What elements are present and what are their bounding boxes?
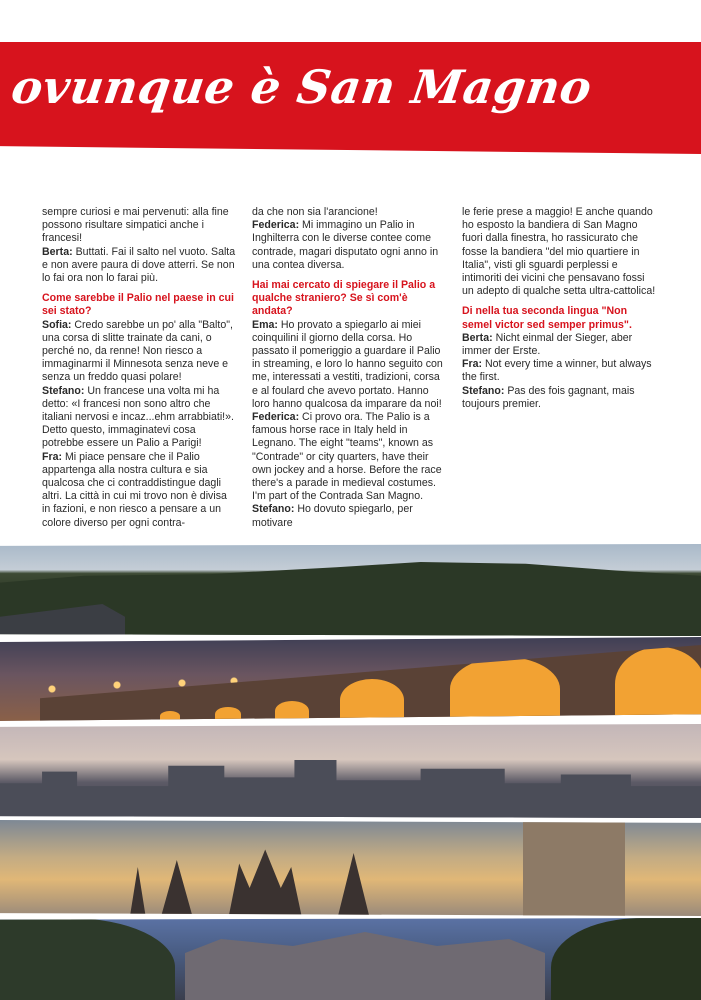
interview-question: Come sarebbe il Palio nel paese in cui sei stato? [42, 292, 234, 318]
article-column-2 [252, 206, 448, 530]
speech-text: Mi immagino un Palio in Inghilterra con le diverse contee come contrade, magari disputato ogni anno in una contea diversa. [252, 219, 439, 271]
paragraph [252, 219, 448, 272]
photo-strip-skyline [0, 724, 701, 818]
paragraph [42, 246, 238, 286]
speaker-name: Federica: [252, 411, 300, 424]
speaker-name: Sofia: [42, 318, 72, 331]
photo-strip-bridge [0, 637, 701, 721]
trees-left [0, 918, 175, 1000]
speech-text: Pas des fois gagnant, mais toujours premier. [462, 384, 635, 410]
gothic-spires [130, 846, 390, 916]
paragraph: le ferie prese a maggio! E anche quando ho esposto la bandiera di San Magno fuori dalla finestra, ho rassicurato che fosse la bandiera "del mio quartiere in Italia", visti gli sguardi perplessi e intimoriti dei vicini che pensavano fossi un adepto di qualche setta ultra-cattolica! [462, 206, 656, 298]
speech-text: Not every time a winner, but always the first. [462, 358, 652, 384]
page-title: ovunque è San Magno [8, 60, 596, 114]
speech-text: Nicht einmal der Sieger, aber immer der Erste. [462, 331, 633, 358]
paragraph [462, 332, 658, 358]
paragraph [252, 503, 448, 529]
palace-building [185, 932, 545, 1000]
paragraph [42, 451, 238, 530]
photo-strip-hills [0, 544, 701, 636]
speech-text: Ho dovuto spiegarlo, per motivare [252, 503, 413, 529]
photo-strip-spires [0, 820, 701, 916]
speaker-name: Stefano: [462, 384, 505, 397]
paragraph: sempre curiosi e mai pervenuti: alla fine possono risultare simpatici anche i francesi! [42, 206, 229, 245]
paragraph [462, 385, 658, 411]
speech-text: Ci provo ora. The Palio is a famous horse race in Italy held in Legnano. The eight "teams", known as "Contrade" or city quarters, have their own jockey and a horse. Before the race there's a parade in medieval costumes. I'm part of the Contrada San Magno. [252, 411, 442, 503]
paragraph [252, 411, 448, 503]
bridge-arch [215, 707, 241, 721]
speech-text: Buttati. Fai il salto nel vuoto. Salta e non avere paura di dove atterri. Se non lo fai ora non lo farai più. [42, 245, 236, 285]
speech-text: Credo sarebbe un po' alla "Balto", una corsa di slitte trainate da cani, o perché no, da renne! Non riesco a immaginarmi il Minnesota senza neve e senza un freddo quasi polare! [42, 318, 233, 384]
speaker-name: Fra: [42, 450, 63, 463]
bridge-arch [450, 657, 560, 721]
speaker-name: Stefano: [252, 503, 295, 516]
speaker-name: Fra: [462, 358, 483, 371]
article-column-1 [42, 206, 238, 530]
speech-text: Un francese una volta mi ha detto: «I francesi non sono altro che italiani nervosi e incaz...ehm arrabbiati!». Detto questo, immaginatevi cosa potrebbe essere un Palio a Parigi! [42, 384, 234, 450]
bridge-arch [275, 701, 309, 721]
interview-question: Hai mai cercato di spiegare il Palio a qualche straniero? Se sì com'è andata? [252, 279, 436, 318]
speaker-name: Berta: [462, 331, 493, 344]
paragraph [252, 319, 448, 411]
paragraph: da che non sia l'arancione! [252, 206, 378, 218]
speaker-name: Federica: [252, 219, 300, 232]
paragraph [462, 358, 658, 384]
photo-strip-palace [0, 918, 701, 1000]
bridge-arch [615, 647, 701, 721]
city-skyline [0, 760, 701, 818]
speaker-name: Ema: [252, 318, 278, 331]
article-column-3 [462, 206, 658, 411]
paragraph [42, 385, 238, 451]
paragraph [42, 319, 238, 385]
speaker-name: Stefano: [42, 384, 85, 397]
speaker-name: Berta: [42, 245, 73, 258]
interview-question: Di nella tua seconda lingua "Non semel victor sed semper primus". [462, 305, 632, 331]
speech-text: Ho provato a spiegarlo ai miei coinquilini il giorno della corsa. Ho passato il pomeriggio a guardare il Palio in streaming, e loro lo hanno seguito con me, interessati a vestiti, tradizioni, corsa e al foulard che avevo portato. Hanno loro hanno qualcosa da imparare da noi! [252, 318, 443, 410]
bridge-arch [340, 679, 404, 721]
clock-tower [523, 820, 625, 916]
speech-text: Mi piace pensare che il Palio appartenga alla nostra cultura e sia qualcosa che ci contraddistingue dagli altri. La città in cui mi trovo non è divisa in fazioni, e non riesco a pensare a un colore diverso per ogni contra- [42, 450, 227, 529]
bridge-arch [160, 711, 180, 721]
trees-right [551, 918, 701, 1000]
